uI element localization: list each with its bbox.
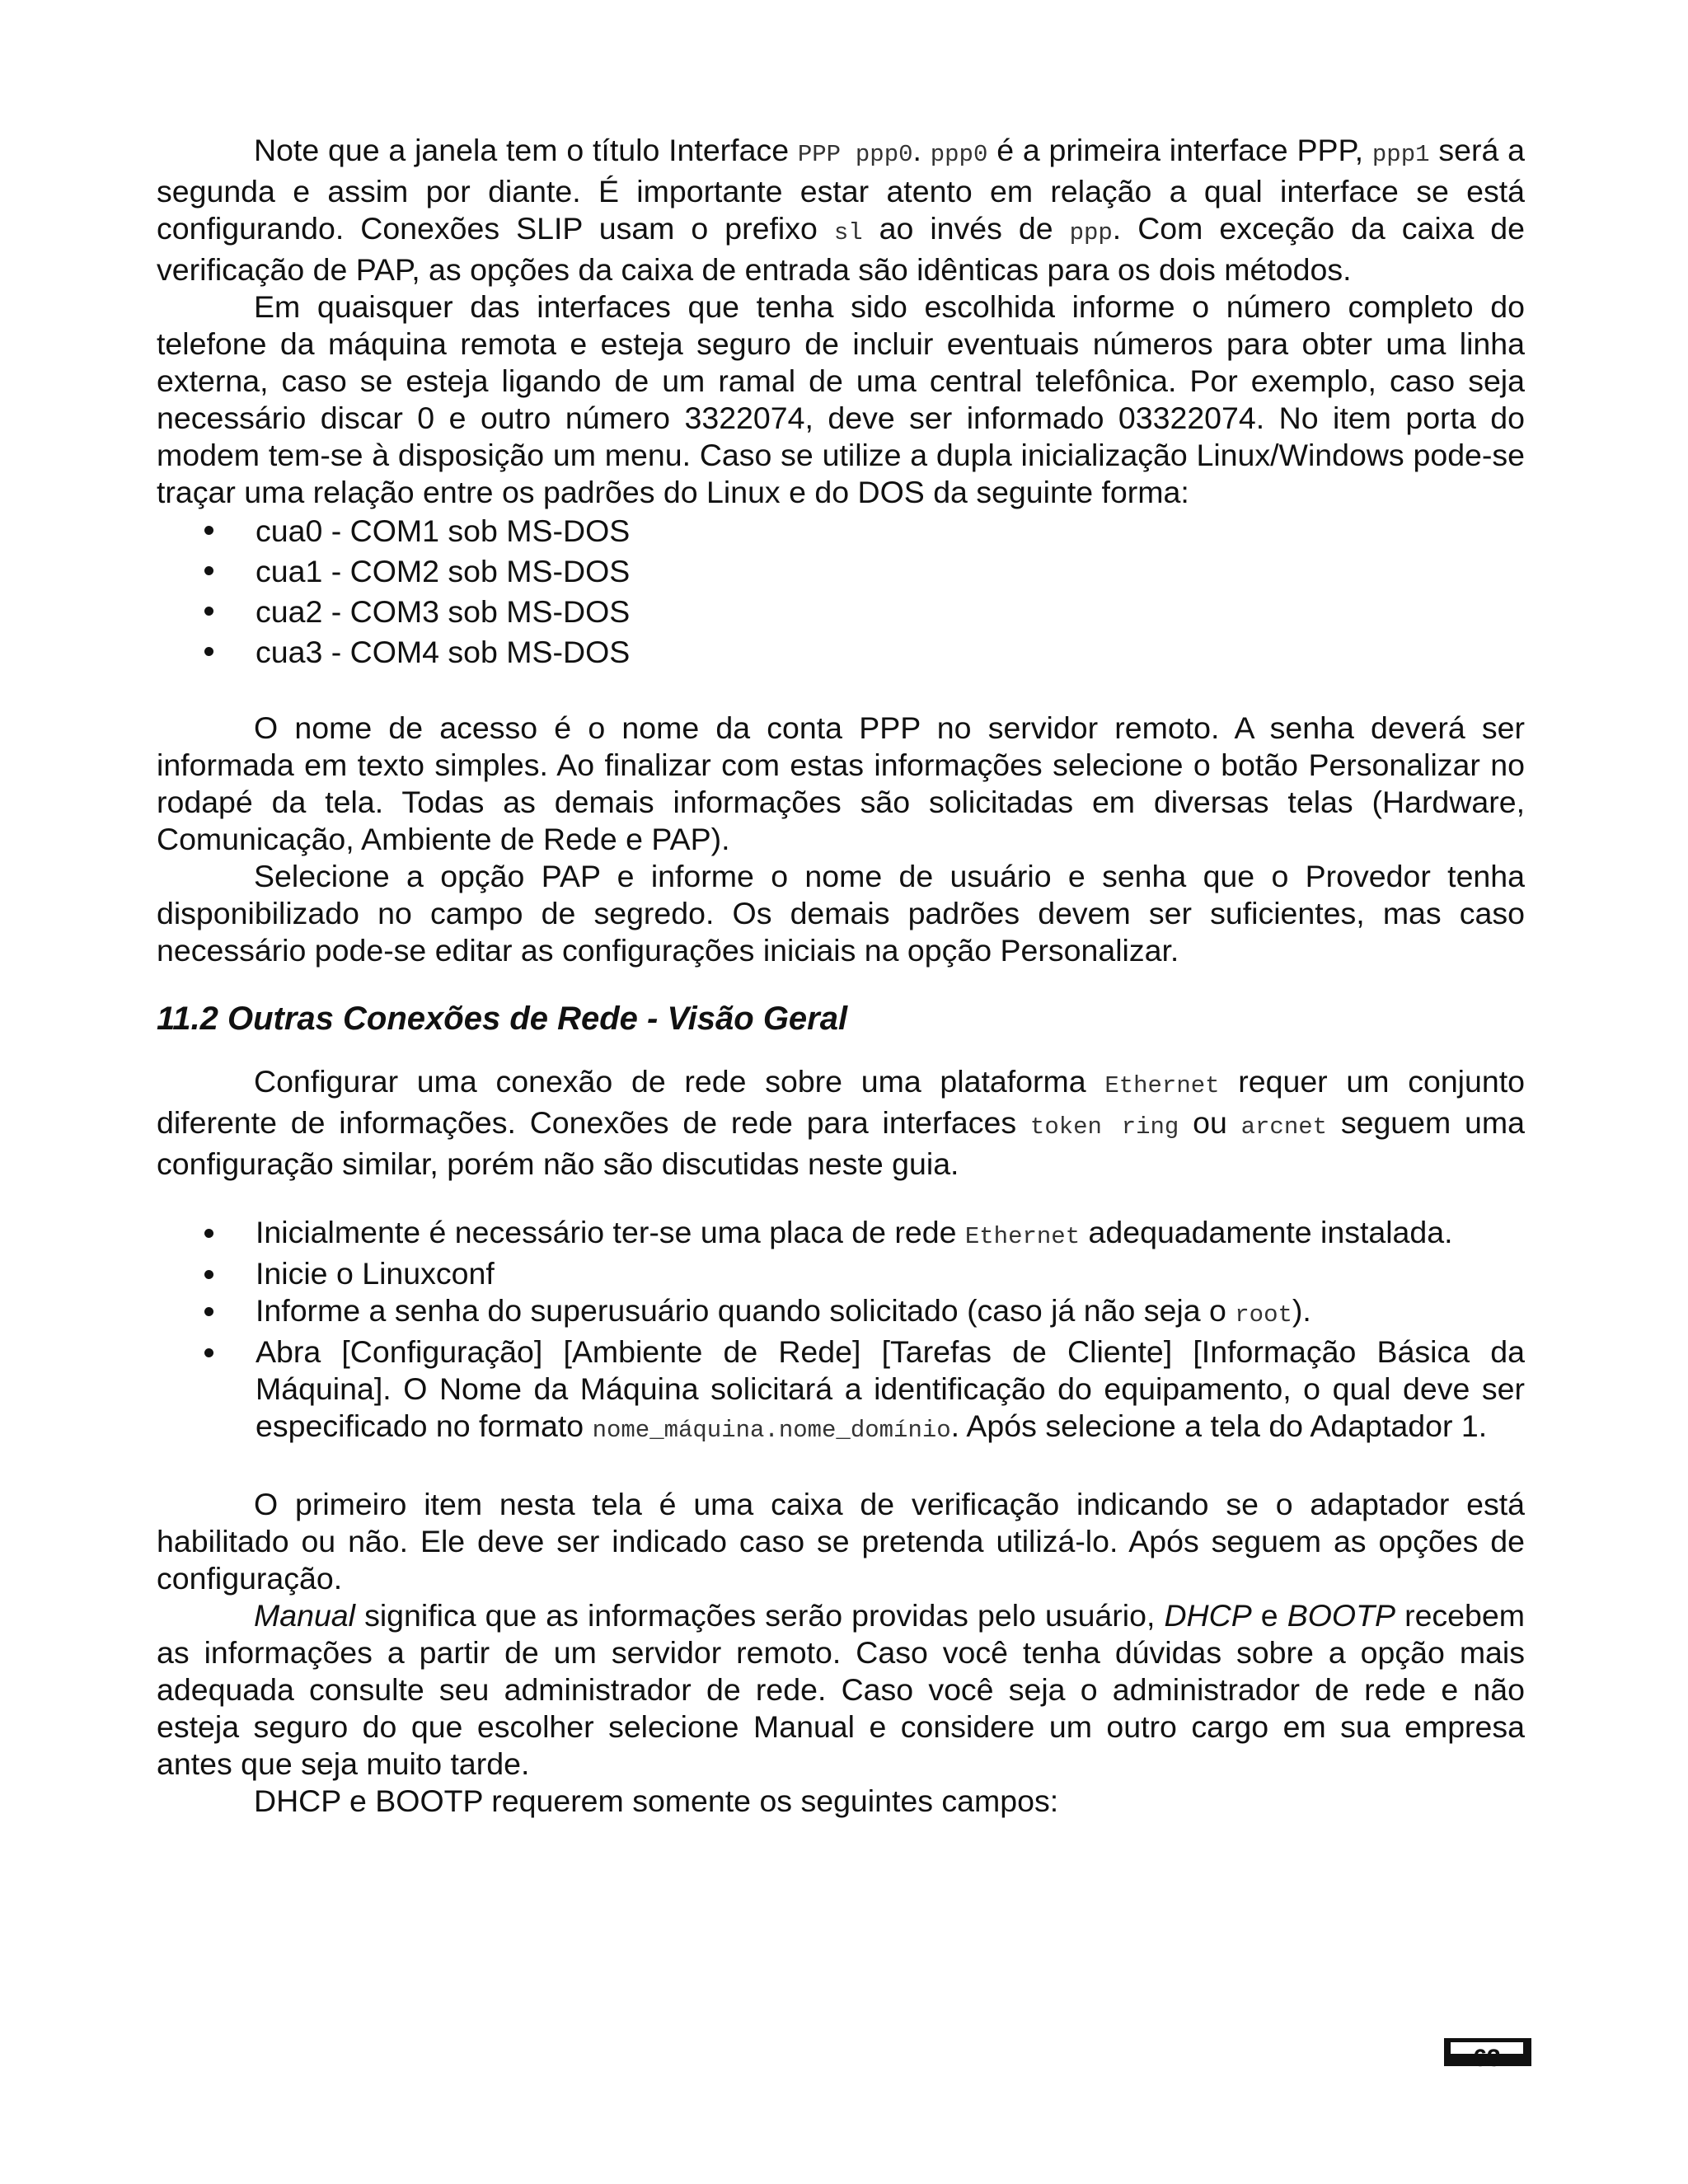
- text: Configurar uma conexão de rede sobre uma plataforma: [254, 1064, 1105, 1099]
- text: significa que as informações serão providas pelo usuário,: [355, 1598, 1165, 1633]
- paragraph-phone-number: Em quaisquer das interfaces que tenha sido escolhida informe o número completo do telefone da máquina remota e esteja seguro de incluir eventuais números para obter uma linha externa, caso se esteja ligando de um ramal de uma central telefônica. Por exemplo, caso seja necessário discar 0 e outro número 3322074, deve ser informado 03322074. No item porta do modem tem-se à disposição um menu. Caso se utilize a dupla inicialização Linux/Windows pode-se traçar uma relação entre os padrões do Linux e do DOS da seguinte forma:: [157, 289, 1525, 509]
- list-item: [157, 1333, 1525, 1449]
- spacer: [157, 1183, 1525, 1214]
- text: ao invés de: [862, 211, 1070, 246]
- spacer: [157, 1449, 1525, 1486]
- document-page: [157, 132, 1525, 1820]
- list-item: cua3 - COM4 sob MS-DOS: [157, 632, 1525, 673]
- list-item: [157, 1292, 1525, 1333]
- list-item: cua2 - COM3 sob MS-DOS: [157, 592, 1525, 632]
- paragraph-required-fields: DHCP e BOOTP requerem somente os seguintes campos:: [254, 1783, 1059, 1818]
- text: .: [912, 133, 931, 167]
- code-text: ppp1: [1372, 141, 1430, 168]
- text: Note que a janela tem o título Interface: [254, 133, 798, 167]
- spacer: [157, 1038, 1525, 1063]
- text: recebem as informações a partir de um servidor remoto. Caso você tenha dúvidas sobre a opção mais adequada consulte seu administrador de rede. Caso você seja o administrador de rede e não esteja seguro do que escolher selecione Manual e considere um outro cargo em sua empresa antes que seja muito tarde.: [157, 1598, 1525, 1781]
- code-text: root: [1235, 1301, 1292, 1329]
- setup-steps-list: [157, 1214, 1525, 1449]
- text: adequadamente instalada.: [1080, 1215, 1453, 1249]
- emphasis-text: Manual: [254, 1598, 355, 1633]
- code-text: PPP ppp0: [797, 141, 913, 168]
- emphasis-text: DHCP: [1164, 1598, 1252, 1633]
- text: é a primeira interface PPP,: [987, 133, 1372, 167]
- list-item: Inicie o Linuxconf: [157, 1255, 1525, 1292]
- port-mapping-list: [157, 511, 1525, 673]
- paragraph-ppp-interface: [157, 132, 1525, 288]
- spacer: [157, 969, 1525, 999]
- code-text: ppp0: [930, 141, 988, 168]
- section-heading: 11.2 Outras Conexões de Rede - Visão Geral: [157, 1001, 848, 1037]
- text: será a segunda e assim por diante. É importante estar atento em relação a qual interface se está configurando. Conexões SLIP usam o prefixo: [157, 133, 1525, 246]
- code-text: nome_máquina.nome_domínio: [592, 1417, 951, 1444]
- text: . Com exceção da caixa de verificação de PAP, as opções da caixa de entrada são idênticas para os dois métodos.: [157, 211, 1526, 287]
- text: e: [1251, 1598, 1287, 1633]
- page-number: 63: [1451, 2042, 1523, 2054]
- text: seguem uma configuração similar, porém não são discutidas neste guia.: [157, 1105, 1525, 1181]
- text: Abra [Configuração] [Ambiente de Rede] [Tarefas de Cliente] [Informação Básica da Máquina]. O Nome da Máquina solicitará a identificação do equipamento, o qual deve ser especificado no formato: [256, 1334, 1525, 1443]
- text: ).: [1292, 1293, 1311, 1328]
- emphasis-text: BOOTP: [1287, 1598, 1396, 1633]
- code-text: sl: [833, 219, 863, 246]
- text: requer um conjunto diferente de informações. Conexões de rede para interfaces: [157, 1064, 1525, 1140]
- list-item: cua1 - COM2 sob MS-DOS: [157, 551, 1525, 592]
- code-text: arcnet: [1240, 1113, 1328, 1141]
- paragraph-manual-dhcp: [157, 1597, 1525, 1783]
- code-text: token ring: [1029, 1113, 1179, 1141]
- text: Inicialmente é necessário ter-se uma placa de rede: [256, 1215, 965, 1249]
- code-text: Ethernet: [1104, 1072, 1220, 1099]
- code-text: ppp: [1069, 219, 1113, 246]
- text: ou: [1179, 1105, 1241, 1140]
- paragraph-pap-option: Selecione a opção PAP e informe o nome de usuário e senha que o Provedor tenha disponibilizado no campo de segredo. Os demais padrões devem ser suficientes, mas caso necessário pode-se editar as configurações iniciais na opção Personalizar.: [157, 859, 1525, 968]
- text: . Após selecione a tela do Adaptador 1.: [950, 1408, 1488, 1443]
- spacer: [157, 673, 1525, 710]
- page-number-badge: [1444, 2038, 1531, 2072]
- list-item: cua0 - COM1 sob MS-DOS: [157, 511, 1525, 551]
- list-item: [157, 1214, 1525, 1255]
- paragraph-adapter-checkbox: O primeiro item nesta tela é uma caixa de verificação indicando se o adaptador está habilitado ou não. Ele deve ser indicado caso se pretenda utilizá-lo. Após seguem as opções de configuração.: [157, 1487, 1525, 1596]
- paragraph-ethernet: [157, 1063, 1525, 1183]
- text: Informe a senha do superusuário quando solicitado (caso já não seja o: [256, 1293, 1236, 1328]
- code-text: Ethernet: [964, 1223, 1081, 1250]
- paragraph-login-name: O nome de acesso é o nome da conta PPP no servidor remoto. A senha deverá ser informada em texto simples. Ao finalizar com estas informações selecione o botão Personalizar no rodapé da tela. Todas as demais informações são solicitadas em diversas telas (Hardware, Comunicação, Ambiente de Rede e PAP).: [157, 710, 1525, 856]
